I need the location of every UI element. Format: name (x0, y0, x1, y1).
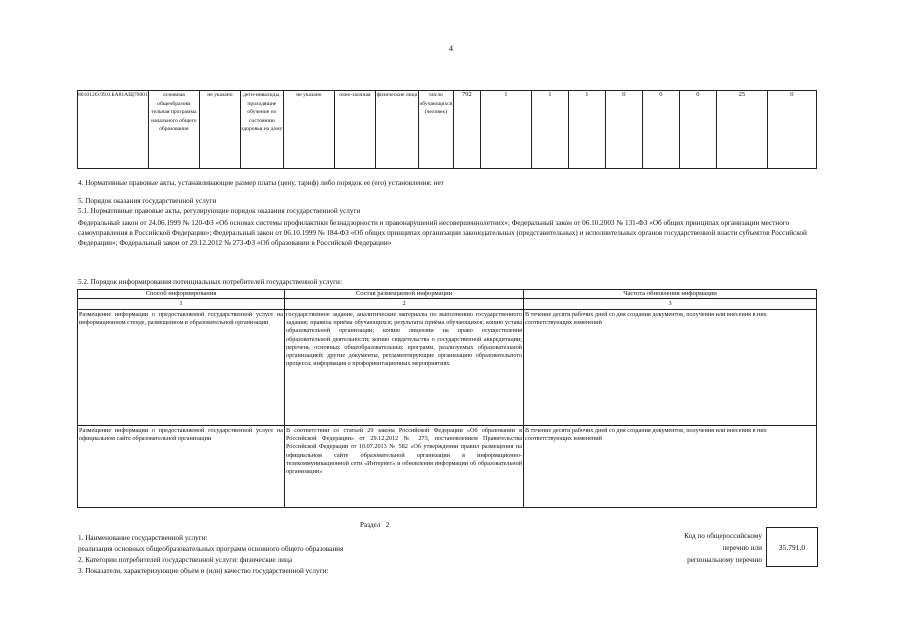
service-name-value: реализация основных общеобразовательных программ основного общего образования (78, 545, 344, 553)
table-cell: 1 (480, 91, 531, 169)
section-5-heading: 5. Порядок оказания государственной услуги (78, 197, 217, 205)
table-cell: очно-заочная (334, 91, 375, 169)
section-4-text: 4. Нормативные правовые акты, устанавливающие размер платы (цену, тариф) либо порядок ее (его) установления: нет (78, 179, 444, 187)
laws-paragraph: Федеральный закон от 24.06.1999 № 120-ФЗ «Об основах системы профилактики безнадзорности и правонарушений несовершеннолетних»; Федеральный закон от 06.10.2003 № 131-ФЗ «Об общих принципах организации местного самоуправления в Российской Федерации»; Федеральный закон от 06.10.1999 № 184-ФЗ «Об общих принципах организации законодательных (представительных) и исполнительных органов государственной власти субъектов Российской Федерации»; Федеральный закон от 29.12.2012 № 273-ФЗ «Об образовании в Российской Федерации» (78, 219, 807, 248)
table-cell: физические лица (375, 91, 418, 169)
column-number: 1 (78, 299, 285, 310)
indicators-heading: 3. Показатели, характеризующие объем и (или) качество государственной услуги: (78, 567, 329, 575)
table-cell: дети-инвалиды, проходящие обучение по состоянию здоровья на дому (240, 91, 283, 169)
table-cell: Размещение информации о предоставляемой государственной услуге на информационном стенде, размещенном в образовательной организации (78, 310, 285, 426)
table-row (78, 91, 817, 169)
table-cell: 25 (716, 91, 767, 169)
table-number-row (78, 299, 817, 310)
page-number: 4 (449, 44, 453, 53)
table-cell: В соответствии со статьей 29 закона Российской Федерации «Об образовании в Российской Федерации» от 29.12.2012 № 273, постановлением Правительства Российской Федерации от 10.07.2013 № 582 «Об утверждении правил размещения на официальном сайте образовательной организации в информационно-телекоммуникационной сети «Интернет» и обновления информации об образовательной организации» (285, 426, 524, 508)
table-cell: В течение десяти рабочих дней со дня создания документов, получения или внесения в них соответствующих изменений (524, 426, 817, 508)
code-label-line: региональному перечню (687, 556, 762, 564)
table-cell: государственное задание, аналитические материалы по выполнению государственного задания; правила приёма обучающихся; результаты приёма обучающихся; копию устава образовательной организации; копию лицензии на право осуществления образовательной деятельности; копию свидетельства о государственной аккредитации; перечень основных общеобразовательных программ, реализуемых образовательной организацией; другие документы, регламентирующие организацию образовательного процесса; информация о профориентационных мероприятиях (285, 310, 524, 426)
table-cell: 0 (767, 91, 816, 169)
table-cell: 1 (531, 91, 568, 169)
code-label (620, 530, 762, 566)
table-cell: В течение десяти рабочих дней со дня создания документов, получения или внесения в них соответствующих изменений (524, 310, 817, 426)
services-volume-table (77, 90, 817, 169)
column-header: Способ информирования (78, 290, 285, 299)
table-cell: основная общеобразова тельная программа начального общего образования (148, 91, 199, 169)
code-label-line: перечню или (722, 544, 762, 552)
table-cell: 801012О.99.0.БА81АЩ76001 (78, 91, 149, 169)
information-table (77, 289, 817, 508)
table-cell: не указано (199, 91, 240, 169)
section-5-1-heading: 5.1. Нормативные правовые акты, регулирующие порядок оказания государственной услуги (78, 207, 361, 215)
service-name-label: 1. Наименование государственной услуги: (78, 534, 208, 542)
column-number: 3 (524, 299, 817, 310)
table-cell: Размещение информации о предоставляемой государственной услуге на официальном сайте образовательной организации (78, 426, 285, 508)
section-heading: Раздел 2 (360, 521, 390, 529)
section-5-2-heading: 5.2. Порядок информирования потенциальных потребителей государственной услуги: (78, 278, 342, 286)
column-header: Частота обновления информации (524, 290, 817, 299)
table-row (78, 426, 817, 508)
table-cell: число обучающихся (человек) (418, 91, 453, 169)
table-row (78, 310, 817, 426)
table-cell: 0 (605, 91, 642, 169)
code-value-box (766, 527, 818, 567)
table-cell: 0 (642, 91, 679, 169)
code-value: 35.791.0 (778, 542, 806, 552)
table-cell: 792 (453, 91, 480, 169)
column-number: 2 (285, 299, 524, 310)
code-label-line: Код по общероссийскому (684, 532, 762, 540)
consumer-category: 2. Категории потребителей государственной услуги: физические лица (78, 556, 293, 564)
table-cell: 1 (568, 91, 605, 169)
table-cell: 0 (679, 91, 716, 169)
column-header: Состав размещаемой информации (285, 290, 524, 299)
table-header-row (78, 290, 817, 299)
table-cell: не указано (283, 91, 334, 169)
